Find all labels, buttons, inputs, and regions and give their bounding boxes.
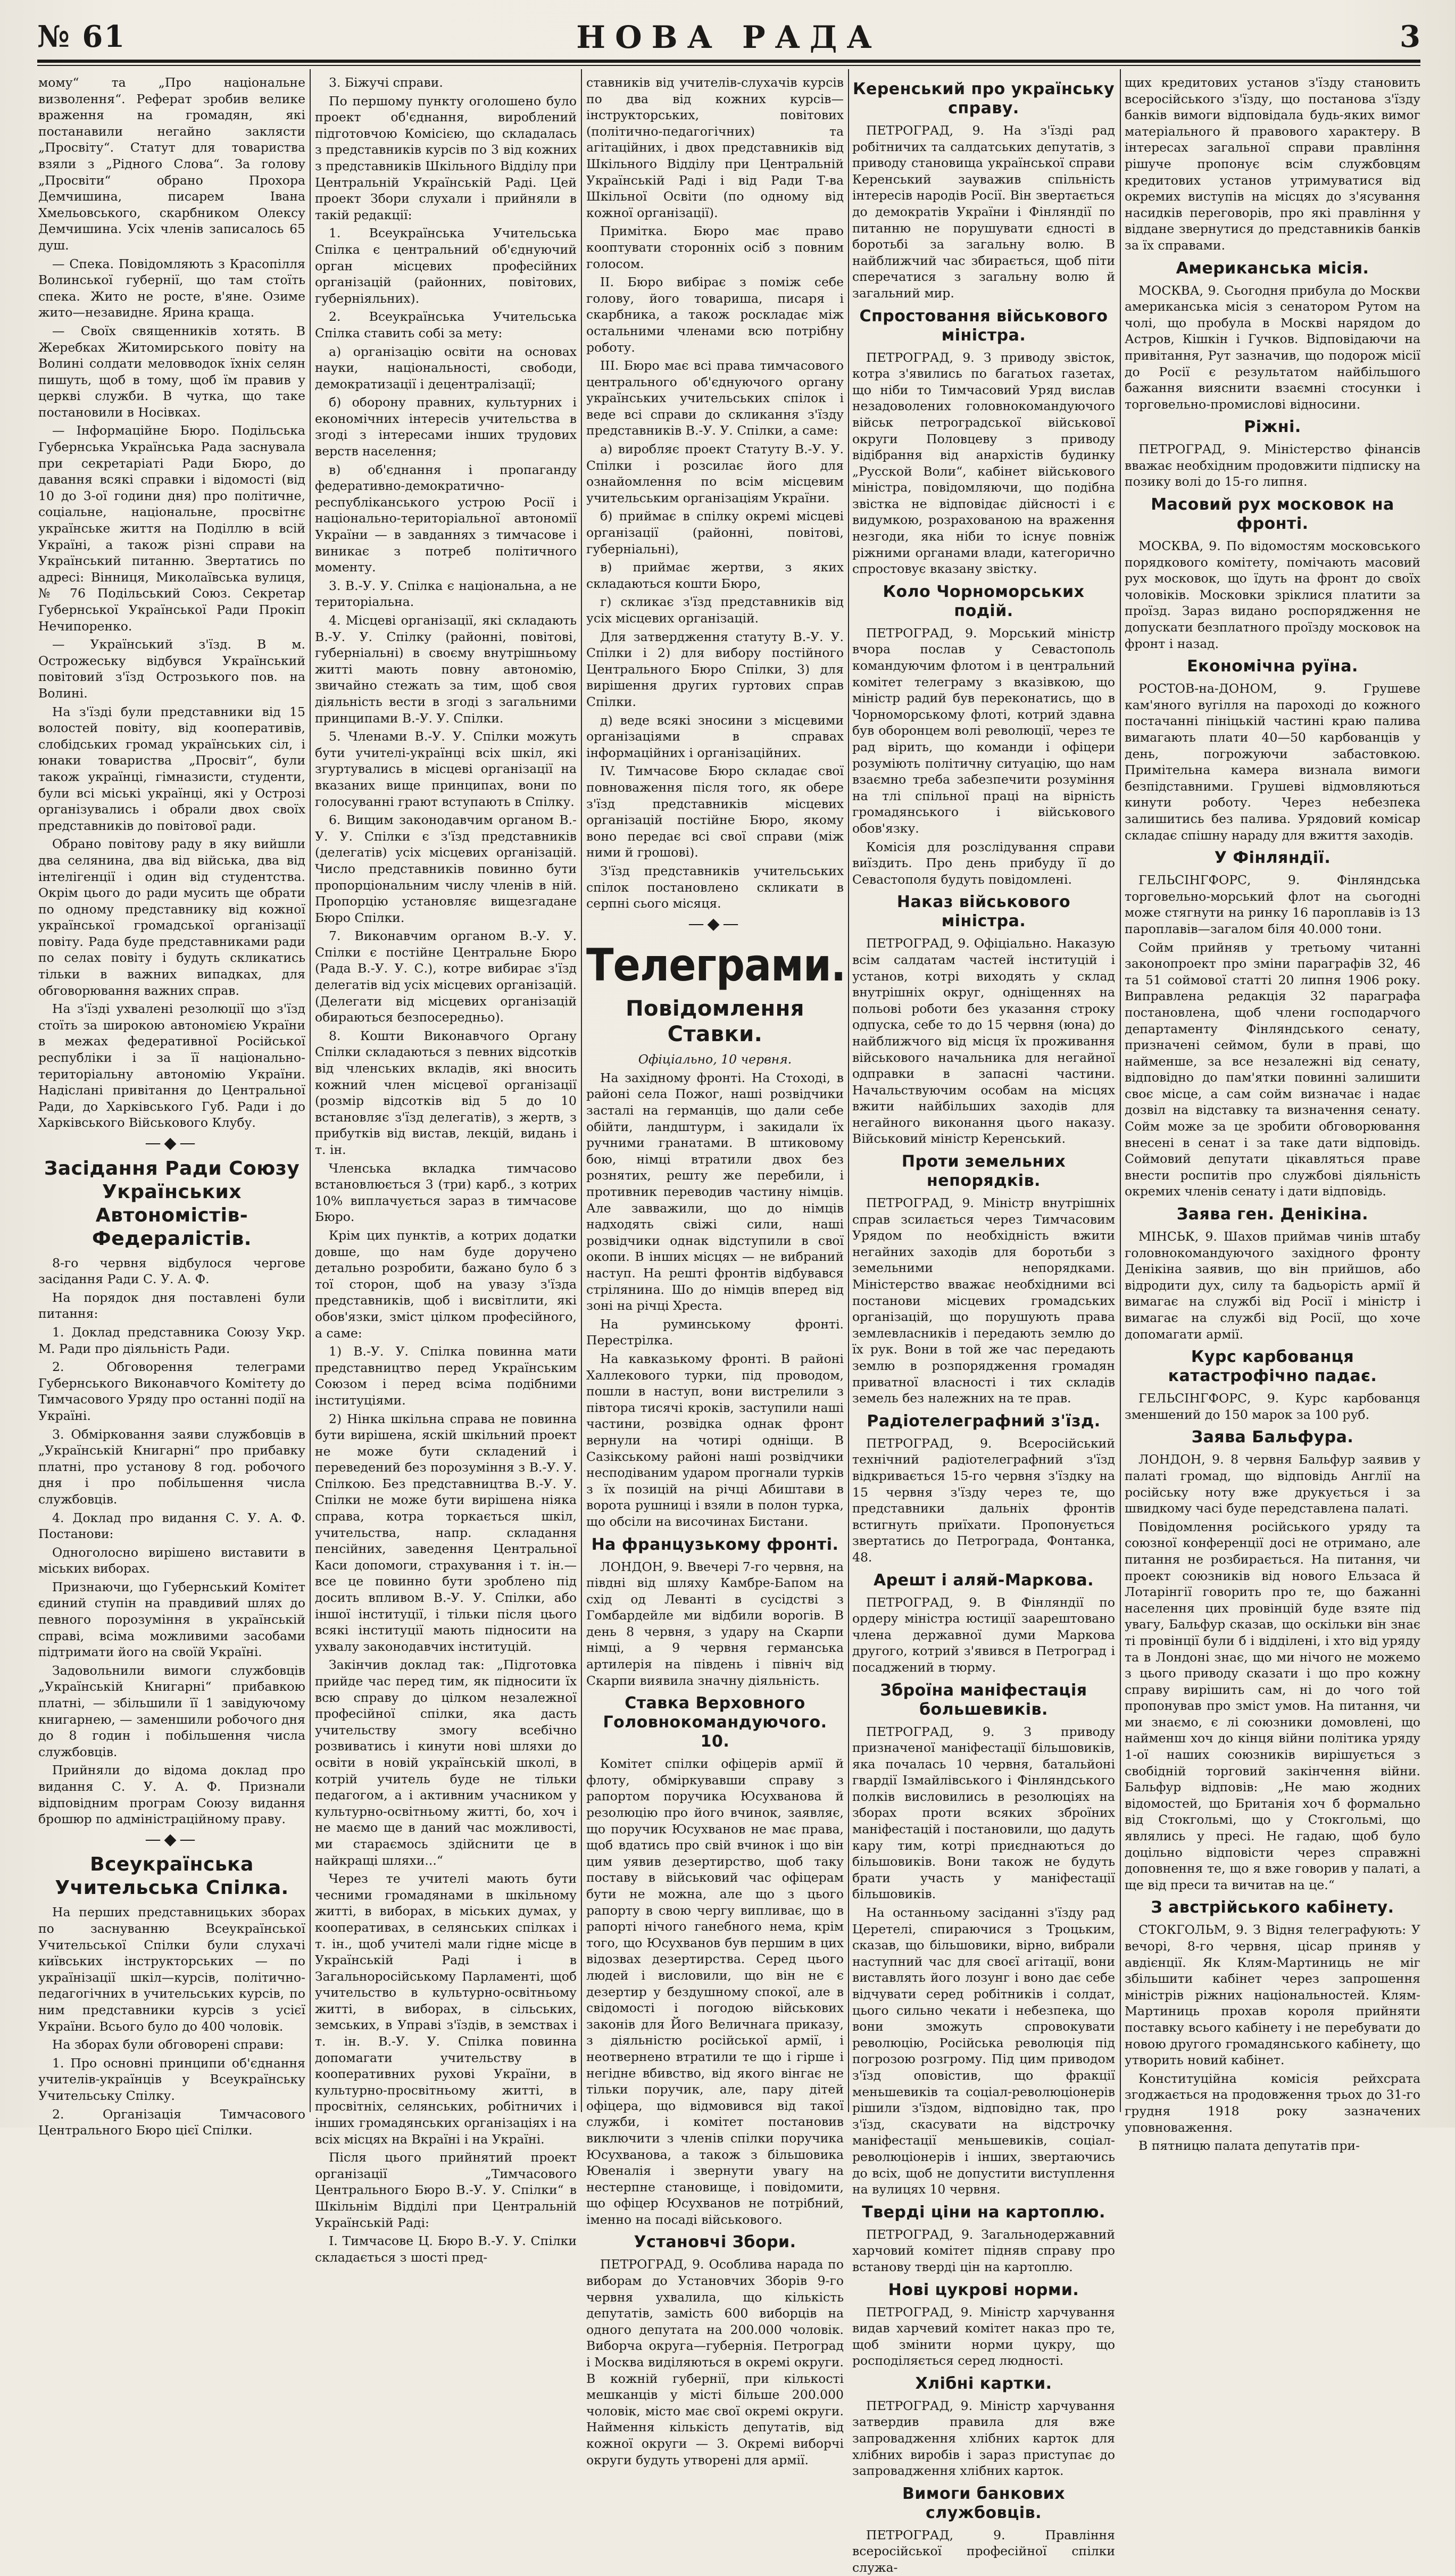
paragraph: ПЕТРОГРАД, 9. Міністр харчування видав харчевий комітет наказ про те, щоб змінити норми цукру, що росподіляється серед людності. (852, 2304, 1115, 2369)
article-heading: З австрійського кабінету. (1151, 1898, 1394, 1917)
dateline: Офіціально, 10 червня. (638, 1052, 792, 1067)
paragraph: МІНСЬК, 9. Шахов приймав чинів штабу головнокомандуючого західного фронту Денікіна заявив, що він прийшов, або відродити дух, силу та бадьорість армії й вимагає на службі від Росії і міністр і вимагає на службі від Росії, що хоче допомагати армії. (1125, 1229, 1420, 1342)
paragraph: 3. Біжучі справи. (329, 75, 443, 90)
paragraph: Після цього прийнятий проект організації „Тимчасового Центрального Бюро В.-У. У. Спілки“ в Шкільнім Відділі при Центральній Українській Раді: (315, 2150, 577, 2230)
article-heading: Хлібні картки. (915, 2374, 1052, 2393)
article-heading: Економічна руїна. (1187, 657, 1358, 676)
paragraph: ПЕТРОГРАД, 9. Міністр харчування затвердив правила для вже запровадження хлібних карток для хлібних виробів і зараз приступає до запровадження хлібних карток. (852, 2398, 1115, 2479)
paragraph: ГЕЛЬСІНГФОРС, 9. Фінляндська торговельно-морський флот на сьогодні може стягнути на ринку 16 пароплавів із 13 пароплавів—загалом біля 40.000 тони. (1125, 872, 1420, 936)
news-item: — Своїх священників хотять. В Жеребках Житомирського повіту на Волині солдати меловводок їхніх селян пишуть, щоб в тому, щоб їм правив у церкві служби. В чутка, що таке постановили в Носівках. (38, 323, 305, 420)
paragraph: Членська вкладка тимчасово встановлюється 3 (три) карб., з котрих 10% виплачується зараз в тимчасове Бюро. (315, 1160, 577, 1225)
article-heading: Ставка Верховного Головнокомандуючого. 10. (603, 1694, 827, 1751)
paragraph: Прийняли до відома доклад про видання С. У. А. Ф. Признали відповідним програм Союзу видання брошюр по адміністраційному праву. (38, 1763, 305, 1827)
paragraph: Комітет спілки офіцерів армії й флоту, обміркувавши справу з рапортом поручика Юсухванова й резолюцію про його вчинок, заявляє, що поручик Юсухванов не має права, щоб вдатись про свій вчинок і що він цим уявив дезертирство, щоб таку поставу в військовий час офіцерам бути не можна, але що з цього рапорту в свою чергу випливає, що в рапорті нічого ганебного нема, крім того, що Юсухванов був першим в цих відозвах дезертирства. Серед цього людей і висловили, що він не є дезертир у бездушному спокої, але в свідомості і погодою військових законів для Його Величнага приказу, з діяльністю російської армії, і неотвернено втратили те що і гірше і негідне вбивство, від якого вінгає не тільки поручик, але, пару дітей офіцера, що відмовився від такої служби, і комітет постановив виключити з членів спілки поручика Юсухванова, а також з більшовика Ювеналія і звернути увагу на нестерпне становище, і повідомити, що офіцер Юсухванов не потрібний, іменно на посаді військового. (586, 1756, 844, 2227)
column-1 (38, 74, 305, 2138)
paragraph: II. Бюро вибірає з поміж себе голову, його товариша, писаря і скарбника, а також роскладає між остальними членами всю потрібну роботу. (586, 275, 844, 355)
paragraph: Комісія для розслідування справи виїздить. Про день прибуду її до Севастополя будуть повідомлені. (852, 839, 1115, 887)
paragraph: 5. Членами В.-У. У. Спілки можуть бути учителі-українці всіх шкіл, які згуртувались в місцеві організації на вказаних вище принципах, вони по голосуванні грают вступають в Спілку. (315, 729, 577, 809)
paragraph: д) веде всякі зносини з місцевими організаціями в справах інформаційних і організаційних. (586, 712, 844, 760)
column-divider (848, 69, 849, 2112)
paragraph: 1. Доклад представника Союзу Укр. М. Ради про діяльність Ради. (38, 1324, 305, 1356)
paragraph: На останньому засіданні з'їзду рад Церетелі, спираючися з Троцьким, сказав, що більшовики, вірно, вибрали наступний час для своєї агітації, вони виставлять його лозунг і воно дає себе відчувати серед робітників і солдат, цього сильно чекати і небезпека, що вони зможуть спровокувати революцію, Російська революція під погрозою розгрому. Під цим приводом з'їзд оповістив, що фракції меньшевиків та соціал-революціонерів рішили з'їздом, відповідно так, про з'їзд, скасувати на відстрочку маніфестації меньшевиків, соціал-революціонерів і інших, звертаючись до всіх, щоб не допустити виступлення на вулицях 10 червня. (852, 1905, 1115, 2197)
paragraph: 1. Всеукраїнська Учительська Спілка є центральний об'єднуючий орган місцевих професійних організацій (районних, повітових, губерніяльних). (315, 226, 577, 306)
paragraph: Одноголосно вирішено виставити в міських виборах. (38, 1544, 305, 1576)
paragraph: в) об'єднання і пропаганду федеративно-демократично-республіканського устрою Росії і національно-територіальної автономії України — в завданнях з тимчасове і виникає з потреб політичного моменту. (315, 462, 577, 575)
news-item: — Спека. Повідомляють з Красопілля Волинської губернії, що там стоїть спека. Жито не росте, в'яне. Озиме жито—незавидне. Ярина краща. (38, 256, 305, 320)
section-heading-telegrams: Телеграми. (586, 939, 846, 992)
paragraph: 2. Обговорення телеграми Губернського Виконавчого Комітету до Тимчасового Уряду про останні події на Україні. (38, 1359, 305, 1423)
column-5 (1125, 74, 1420, 2154)
paragraph: І. Тимчасове Ц. Бюро В.-У. У. Спілки складається з шості пред- (315, 2233, 577, 2265)
paragraph: 3. Обмірковання заяви службовців в „Українській Книгарні“ про прибавку платні, про установу 8 год. робочого дня і про побільшення числа службовців. (38, 1426, 305, 1507)
paragraph: ПЕТРОГРАД, 9. Міністр внутрішніх справ зсилається через Тимчасовим Урядом по необхідність вжити негайних заходів для боротьби з земельними непорядками. Міністерство вважає необхідними всі постанови місцевих громадських організацій, що порушують права землевласників і передають землю до їх рук. Вони в той же час передають землю в розпорядження громадян приватної власності і тих складів земель без належних на те прав. (852, 1195, 1115, 1406)
article-heading: У Фінляндії. (1214, 849, 1331, 868)
paragraph: б) приймає в спілку окремі місцеві організації (районні, повітові, губерніальні), (586, 509, 844, 556)
article-heading: Курс карбованця катастрофічно падає. (1168, 1348, 1377, 1386)
paragraph: ГЕЛЬСІНГФОРС, 9. Курс карбованця зменшений до 150 марок за 100 руб. (1125, 1391, 1420, 1422)
article-heading: Радіотелеграфний з'їзд. (867, 1411, 1101, 1431)
paragraph: Через те учителі мають бути чесними громадянами в шкільному житті, в виборах, в міських думах, у кооперативах, в селянських спілках і т. ін., щоб учителі мали гідне місце в Українській Раді і в Загальноросійському Парламенті, щоб учительство в культурно-освітньому житті, в виборах, в сільських, земських, в Управі з'їздів, в земствах і т. ін. В.-У. У. Спілка повинна допомагати учительству в кооперативних рухові України, в культурно-просвітньому житті, в просвітніх, селянських, робітничих і інших громадянських організаціях і на всіх місцях на Вкраїні і на Україні. (315, 1871, 577, 2147)
article-heading: Зброїна маніфестація большевиків. (880, 1681, 1087, 1719)
paragraph: МОСКВА, 9. По відомостям московського порядкового комітету, помічають масовий рух московок, що їдуть на фронт до своїх чоловіків. Московки зріклися платити за проїзд. Зараз видано роспорядження не допускати безплатного проїзду московок на фронт і назад. (1125, 538, 1420, 651)
article-heading: Спростовання військового міністра. (859, 306, 1108, 345)
paragraph: По першому пункту оголошено було проект об'єднання, вироблений підготовчою Комісією, що складалась з представників курсів по 3 від кожних з представників Шкільного Відділу при Центральній Українській Раді. Цей проект Збори слухали і прийняли в такій редакції: (315, 93, 577, 222)
paragraph: б) оборону правних, культурних і економічних інтересів учительства в згоді з інтересами інших трудових верств населення; (315, 395, 577, 459)
paragraph: 8. Кошти Виконавчого Органу Спілки складаються з певних відсотків від членських вкладів, які вносить кожний член місцевої організації (розмір відсотків від 5 до 10 встановляє з'їзд делегатів), з жертв, з прибутків від вистав, лекцій, видань і т. ін. (315, 1028, 577, 1157)
paragraph: Задовольнили вимоги службовців „Українській Книгарні“ прибавкою платні, — збільшили її 1 завідуючому книгарнею, — заменшили робочого дня до 8 годин і побільшення числа службовців. (38, 1663, 305, 1759)
paragraph: Крім цих пунктів, а котрих додатки довше, що нам буде доручено детально розробити, бажано було б з тої сторон, щоб на увазу з'їзда представників, щоб і висвітлити, які обов'язки, зміст цілком професійного, а саме: (315, 1227, 577, 1341)
paragraph: щих кредитових установ з'їзду становить всеросійського з'їзду, що постанова з'їзду банків вимоги відповідала будь-яких вимог матеріального й правового характеру. В інтересах загальної справи правління рішуче пропонує всім службовцям кредитових установ утримуватися від окремих виступів на місцях до з'ясування насидків переговорів, про які правління у віддане звернутися до представників банків за їх справами. (1125, 75, 1420, 253)
paragraph: а) організацію освіти на основах науки, національності, свободи, демократизації і децентралізації; (315, 344, 577, 392)
paragraph: в) приймає жертви, з яких складаються кошти Бюро, (586, 560, 844, 591)
article-heading: Всеукраїнська Учительська Спілка. (55, 1854, 289, 1899)
column-3 (586, 74, 846, 2467)
paragraph: III. Бюро має всі права тимчасового центрального об'єднуючого органу українських учительських спілок і веде всі справи до скликання з'їзду представників В.-У. У. Спілки, а саме: (586, 358, 844, 438)
column-divider (581, 69, 582, 2112)
paragraph: ПЕТРОГРАД, 9. В Фінляндії по ордеру міністра юстиції заарештовано члена державної думи Маркова другого, котрий з'явився в Петроград і посаджений в тюрму. (852, 1594, 1115, 1675)
paragraph: ПЕТРОГРАД, 9. Морський міністр вчора послав у Севастополь командуючим флотом і в центральний комітет телеграму з вказівкою, що міністр радий був переконатись, що в Чорноморському флоті, котрий здавна був оборонцем волі революції, через те рад вірить, що команди і офіцери розуміють політичну ситуацію, що нам взаємно треба забезпечити розуміння на тлі спільної праці на вірність громадянського і військового обов'язку. (852, 625, 1115, 836)
column-2 (315, 74, 577, 2265)
paragraph: Повідомлення російського уряду та союзної конференції досі не отримано, але питання не розбирається. На питання, чи проект союзників від нового Ельзаса й Лотарінгії говорить про те, що бажанні населення цих провінцій буде взяте під увагу, Бальфур сказав, що оскільки він знає ті провінції були б і відділені, і хто від уряду та в Лондоні знає, що ми нічого не можемо з цього приводу сказати і що про кожну справу вирішить сам, ні до чого той пропонував про зміст умов. На питання, чи ми знаємо, є лі союзники домовлені, що найменш хоч до кінця війни політика уряду 1-ої наших союзників вирішується з свобідній торговий закінчення війни. Бальфур відповів: „Не маю жодних відомостей, що Британія хоч б формально від Стокгольмі, що у Стокгольмі, що являлись у пресі. Не гадаю, щоб було доцільно відповісти через справжні доповнення те, що я вже говорив у палаті, а ще від преси та вичитав на це.“ (1125, 1519, 1420, 1892)
masthead-rule (37, 60, 1420, 63)
paragraph: 8-го червня відбулося чергове засідання Ради С. У. А. Ф. (38, 1255, 305, 1287)
paragraph: На руминському фронті. Перестрілка. (586, 1316, 844, 1348)
paragraph: 1. Про основні принципи об'єднання учителів-українців у Всеукраїнську Учительську Спілку. (38, 2055, 305, 2103)
paragraph: ПЕТРОГРАД, 9. Правління всеросійської професійної спілки служа- (852, 2527, 1115, 2575)
paragraph: ПЕТРОГРАД, 9. На з'їзді рад робітничих та салдатських депутатів, з приводу становища української справи Керенський зауважив спільність інтересів народів Росії. Він звертається до демократів України і Фінляндії по питанню не порушувати єдності в боротьбі за загальну волю. В найближчий час збирається, щоб піти сперечатися з загальну волю й загальний мир. (852, 123, 1115, 301)
ornament-divider: —◆— (688, 914, 742, 933)
paragraph: На кавказькому фронті. В районі Халлекового турки, під проводом, пошли в наступ, вони вистрелили з півтора тисячі кроків, заступили наші частини, розвідка однак фронт вернули на чотирі одніщи. В Сазікському районі наші розвідчики несподіваним ударом прогнали турків з їх позицій на річці Абиштави в ворота рушниці і взяли в полон турка, що обсіли на височинах Бистани. (586, 1351, 844, 1529)
masthead-rule-thin (37, 65, 1420, 66)
paragraph: 7. Виконавчим органом В.-У. У. Спілки є постійне Центральне Бюро (Рада В.-У. У. С.), котре вибирає з'їзд делегатів від усіх місцевих організацій. (Делегати від місцевих організацій обираються безпосередньо). (315, 928, 577, 1025)
article-heading: Тверді ціни на картоплю. (862, 2203, 1105, 2222)
ornament-divider: —◆— (145, 1134, 199, 1152)
ornament-divider: —◆— (145, 1830, 199, 1849)
paragraph: На західному фронті. На Стоході, в районі села Пожог, наші розвідчики засталі на германців, що дали себе обійти, ландштурм, і закидали їх ручними гранатами. В штиковому бою, німці втратили двох без рознятих, решту же перебили, і противник переводив частину німців. Але завважили, що до німців надходять свіжі сили, наші розвідчики однак відступили в свої окопи. В інших місцях — не вибраний наступ. На решті фронтів відбувався стрілянина. Шо до німців вперед від зоні на річці Хреста. (586, 1070, 844, 1314)
paragraph: ПЕТРОГРАД, 9. Всеросійський технічний радіотелеграфний з'їзд відкривається 15-го червня з'їздку на 15 червня з'їзду через те, що представники дальніх фронтів встигнуть приїхати. Пропонується звертатись до Петрограда, Фонтанка, 48. (852, 1435, 1115, 1565)
paragraph: ПЕТРОГРАД, 9. Міністерство фінансів вважає необхідним продовжити підписку на позику волі до 15-го липня. (1125, 442, 1420, 489)
article-heading: Арешт і аляй-Маркова. (873, 1570, 1094, 1590)
paragraph: 3. В.-У. У. Спілка є національна, а не територіальна. (315, 578, 577, 610)
paragraph: 4. Доклад про видання С. У. А. Ф. Постанови: (38, 1510, 305, 1542)
news-item: — Український з'їзд. В м. Острожеську відбувся Український повітовий з'їзд Острозького пов. на Волині. (38, 637, 305, 701)
paragraph: На перших представницьких зборах по заснуванню Всеукраїнської Учительської Спілки були слухачі київських інструкторських — по українізації шкіл—курсів, політично-педагогічних в учительських курсів, по ним представники курсів з усієї України. Всього було до 400 чоловік. (38, 1905, 305, 2034)
paragraph: Для затвердження статуту В.-У. У. Спілки і 2) для вибору постійного Центрального Бюро Спілки, 3) для вирішення других гуртових справ Спілки. (586, 629, 844, 709)
article-heading: Заява Бальфура. (1191, 1428, 1354, 1447)
paragraph: 2) Нінка шкільна справа не повинна бути вирішена, яскій шкільний проект не може бути складений і переведений без порозуміння з В.-У. У. Спілкою. Без представництва В.-У. У. Спілки не може бути вирішена ніяка справа, котра торкається шкіл, учительства, напр. складання пенсійних, заведення Центральної Каси допомоги, страхування і т. ін.— все це повинно бути зроблено під досить впливом В.-У. У. Спілки, або іншої інституції, і тільки після цього всякі інституції мають підносити на ухвалу законодавчих інституцій. (315, 1411, 577, 1654)
news-item: — Інформаційне Бюро. Подільська Губернська Українська Рада заснувала при секретаріаті Ради Бюро, до давання всякі справки і відомості (від 10 до 3-ої години дня) про політичне, соціальне, національне, просвітнє українське життя на Поділлю в всій Україні, а також різні справи на Український питанню. Звертатись по адресі: Вінниця, Миколаївська вулиця, № 76 Подільський Союз. Секретар Губернської Української Ради Прокіп Нечипоренко. (38, 423, 305, 634)
column-divider (1120, 69, 1121, 2112)
paragraph: На зборах були обговорені справи: (52, 2037, 284, 2053)
paragraph: На з'їзді були представники від 15 волостей повіту, від кооперативів, слобідських громад українських сіл, і юнаки товариства „Просвіт“, були також українці, гімназисти, студенти, були всі міські українці, які у Острозі організувались і обрали двох своїх представників до повітової ради. (38, 704, 305, 833)
paragraph: РОСТОВ-на-ДОНОМ, 9. Грушеве кам'яного вугілля на пароході до кожного постачанні пініцькій частині краю палива вимагають плати 40—50 карбованців у день, погрожуючи забастовкою. Примітельна камера визнала вимоги безпідставними. Грушеві відмовляються кинути роботу. Через небезпека залишитись без палива. Урядовий комісар складає спішну нараду для вжиття заходів. (1125, 681, 1420, 843)
newspaper-title: НОВА РАДА (576, 19, 882, 55)
paragraph: 4. Місцеві організації, які складають В.-У. У. Спілку (районні, повітові, губерніальні) в своєму внутрішньому житті мають повну автономію, звичайно стежать за тим, щоб своя діяльність вести в згоді з загальними принципами В.-У. У. Спілки. (315, 613, 577, 726)
paragraph: ПЕТРОГРАД, 9. З приводу звісток, котра з'явились по багатьох газетах, що ніби то Тимчасовий Уряд вислав незадоволених головнокомандуючого військ петроградської військової округи Половцеву з приводу відібрання від анархістів будинку „Русской Воли“, кабінет військового міністра, повідомляючи, що подібна звістка не відповідає дійсності і є видумкою, розрахованою на враження незгоди, яка ніби то існує повніж ріжними органами влади, категорично спростовує вказану звістку. (852, 350, 1115, 577)
article-heading: Засідання Ради Союзу Українських Автономістів-Федералістів. (44, 1157, 300, 1250)
article-heading: Ріжні. (1244, 418, 1301, 437)
paragraph: В пятницю палата депутатів при- (1138, 2138, 1360, 2154)
column-4 (852, 74, 1115, 2575)
masthead (37, 19, 1420, 62)
paragraph: ставників від учителів-слухачів курсів по два від кожних курсів—інструкторських, повітових (політично-педагогічних) та агітаційних, і двох представників від Шкільного Відділу при Центральній Українській Раді і від Ради Т-ва Шкільної Освіти (по одному від кожної організації). (586, 75, 844, 220)
paragraph: ПЕТРОГРАД, 9. Загальнодержавний харчовий комітет підняв справу про встанову тверді цін на картоплю. (852, 2226, 1115, 2274)
paragraph: На з'їзді ухвалені резолюції що з'їзд стоїть за широкою автономією України в межах федеративної Російської республіки і за її національно-територіальну автономію України. Надіслані привітання до Центральної Ради, до Харківського Губ. Ради і до Харківського Військового Клубу. (38, 1001, 305, 1131)
paragraph: 1) В.-У. У. Спілка повинна мати представництво перед Українським Союзом і перед всіма подібними інституціями. (315, 1344, 577, 1408)
article-heading: Коло Чорноморських подій. (883, 582, 1085, 620)
article-heading: Вимоги банкових службовців. (902, 2484, 1065, 2522)
paragraph: ЛОНДОН, 9. 8 червня Бальфур заявив у палаті громад, що відповідь Англії на російську ноту вже друкується і за швидкому часі буде передставлена палаті. (1125, 1452, 1420, 1516)
article-heading: Заява ген. Денікіна. (1176, 1205, 1369, 1224)
column-divider (310, 69, 311, 2112)
article-heading: Нові цукрові норми. (888, 2280, 1079, 2299)
paragraph: ПЕТРОГРАД, 9. Офіціально. Наказую всім салдатам частей інституцій і установ, котрі виходять у склад внутрішніх округ, одніщеннях на польові роботи без указання строку одпуска, себе то до 15 червня (юна) до найближчого від місця їх проживання військового начальника для негайної одправки в запасні частини. Начальствуючим особам на місцях вжити найбільших заходів для негайного виконання цього наказу. Військовий міністр Керенський. (852, 936, 1115, 1146)
paragraph: IV. Тимчасове Бюро складає свої повноваження після того, як обере з'їзд представників місцевих організацій постійне Бюро, якому воно передає всі свої справи (між ними й грошові). (586, 763, 844, 860)
issue-number: № 61 (37, 19, 126, 54)
article-heading: Масовий рух московок на фронті. (1151, 495, 1394, 534)
paragraph: ЛОНДОН, 9. Ввечері 7-го червня, на півдні від шляху Камбре-Бапом на схід од Леванті в сусідстві з Гомбардейле ми відбили ворогів. В день 8 червня, з удару на Скарпи німці, а 9 червня германська артилерія на південь і північ від Скарпи виявила значну діяльність. (586, 1559, 844, 1688)
paragraph: ПЕТРОГРАД, 9. З приводу призначеної маніфестації більшовиків, яка почалась 10 червня, батальйоні гвардії Ізмайлівського і Фінляндського полків висловились в резолюціях на зборах проти всяких зброїних маніфестацій і постановили, що дадуть кару тим, котрі приєднаються до більшовиків. Вони також не будуть брати участь у маніфестації більшовиків. (852, 1724, 1115, 1902)
article-heading: Наказ військового міністра. (896, 893, 1071, 931)
paragraph: На порядок дня поставлені були питання: (38, 1290, 305, 1322)
article-heading: Установчі Збори. (634, 2233, 796, 2252)
paragraph: ПЕТРОГРАД, 9. Особлива нарада по виборам до Установчих Зборів 9-го червня ухвалила, що кількість депутатів, замість 600 виборців на одного депутата на 200.000 чоловік. Виборча округа—губернія. Петроград і Москва виділяються в окремі округи. В кожній губернії, при кількості мешканців у місті більше 200.000 чоловік, місто має свої окремі округи. Наймення кількість депутатів, від кожної округи — 3. Окремі виборчі округи будуть утворені для армії. (586, 2257, 844, 2467)
note: Примітка. Бюро має право кооптувати сторонніх осіб з повним голосом. (586, 223, 844, 271)
article-heading: На французькому фронті. (591, 1535, 839, 1554)
paragraph: З'їзд представників учительських спілок постановлено скликати в серпні сього місяця. (586, 863, 844, 911)
paragraph: Сойм прийняв у третьому читанні законопроект про зміни параграфів 32, 46 та 51 соймової статті 20 липня 1906 року. Виправлена редакція 32 параграфа постановлена, щоб члени господарчого департаменту Фінляндського сенату, призначені сеймом, були в праві, що найменше, за все незалежні від сенату, відповідно до пам'ятки повинні залишити своє місце, а сам сойм визначає і надає дозвіл на відставку та визначення сенату. Сойм може за це зробити обговорювання внесені в сенат і за таке дати відповідь. Соймовий депутати цікавляться праве внести роспитів про службові діяльність окремих членів сенату і дати відповідь. (1125, 940, 1420, 1199)
paragraph: Закінчив доклад так: „Підготовка прийде час перед тим, як підносити їх всю справу до цілком незалежної професійної спілки, яка дасть учительству змогу всебічно розвиватись і кинути нові шляхи до освіти в новій українській школі, в котрій учитель буде не тільки педагогом, а і активним учасником у культурно-освітньому житті, бо, хоч і не маємо ще в даний час можливості, ми стараємось здійснити це в найкращі шляхи...“ (315, 1657, 577, 1868)
page-number: 3 (1400, 19, 1420, 54)
article-heading: Проти земельних непорядків. (901, 1152, 1066, 1191)
paragraph: Конституційна комісія рейхсрата згоджається на продовження трьох до 31-го грудня 1918 року зазначених уповноваження. (1125, 2071, 1420, 2135)
paragraph: а) виробляє проект Статуту В.-У. У. Спілки і розсилає його для ознайомлення по всім місцевим учительським організаціям України. (586, 442, 844, 505)
paragraph: СТОКГОЛЬМ, 9. З Відня телеграфують: У вечорі, 8-го червня, цісар приняв у авдієнції. Як Клям-Мартиниць не міг збільшити кабінет через запрошення міністрів ріжних національностей. Клям-Мартиниць прохав короля прийняти поставку всього кабінету і не перебувати до новою другого громадянського кабінету, що утворить новий кабінет. (1125, 1922, 1420, 2068)
paragraph: 6. Вищим законодавчим органом В.-У. У. Спілки є з'їзд представників (делегатів) усіх місцевих організацій. Число представників повинно бути пропорціональним числу членів в ній. Пропорцію установляє вищезгадане Бюро Спілки. (315, 812, 577, 925)
article-heading: Американська місія. (1176, 259, 1369, 278)
paragraph: 2. Організація Тимчасового Центрального Бюро цієї Спілки. (38, 2106, 305, 2138)
paragraph: МОСКВА, 9. Сьогодня прибула до Москви американська місія з сенатором Рутом на чолі, що пробула в Москві нарядом до Астров, Кішкін і Гучков. Відповідаючи на привітання, Рут зазначив, що подорож місії до Росії є результатом найбільшого бажання вияснити взаємні стосунки і торговельно-промислові відносини. (1125, 282, 1420, 412)
paragraph: Признаючи, що Губернський Комітет єдиний ступін на правдивий шлях до певного порозуміння в українській справі, всіма можливими засобами підтримати його на своїй Україні. (38, 1579, 305, 1660)
paragraph: 2. Всеукраїнська Учительська Спілка ставить собі за мету: (315, 309, 577, 340)
article-heading: Керенський про українську справу. (852, 80, 1115, 118)
paragraph: Обрано повітову раду в яку вийшли два селянина, два від війська, два від інтелігенції і один від студентства. Окрім цього до ради мусить ще обрати по одному представнику від кожної української громадської організації повіту. Рада буде представниками ради по селах повіту і будуть скликатись тільки в важних випадках, для обговорювання важних справ. (38, 836, 305, 998)
paragraph: мому“ та „Про національне визволення“. Реферат зробив велике враження на громадян, які постанавили негайно заклясти „Просвіту“. Статут для товариства взяли з „Рідного Слова“. За голову „Просвіти“ обрано Прохора Демчишина, писарем Івана Хмельовського, скарбником Олексу Демчишина. Усіх членів записалось 65 душ. (38, 75, 305, 253)
article-heading: Повідомлення Ставки. (626, 996, 804, 1047)
paragraph: г) скликає з'їзд представників від усіх місцевих організацій. (586, 594, 844, 626)
